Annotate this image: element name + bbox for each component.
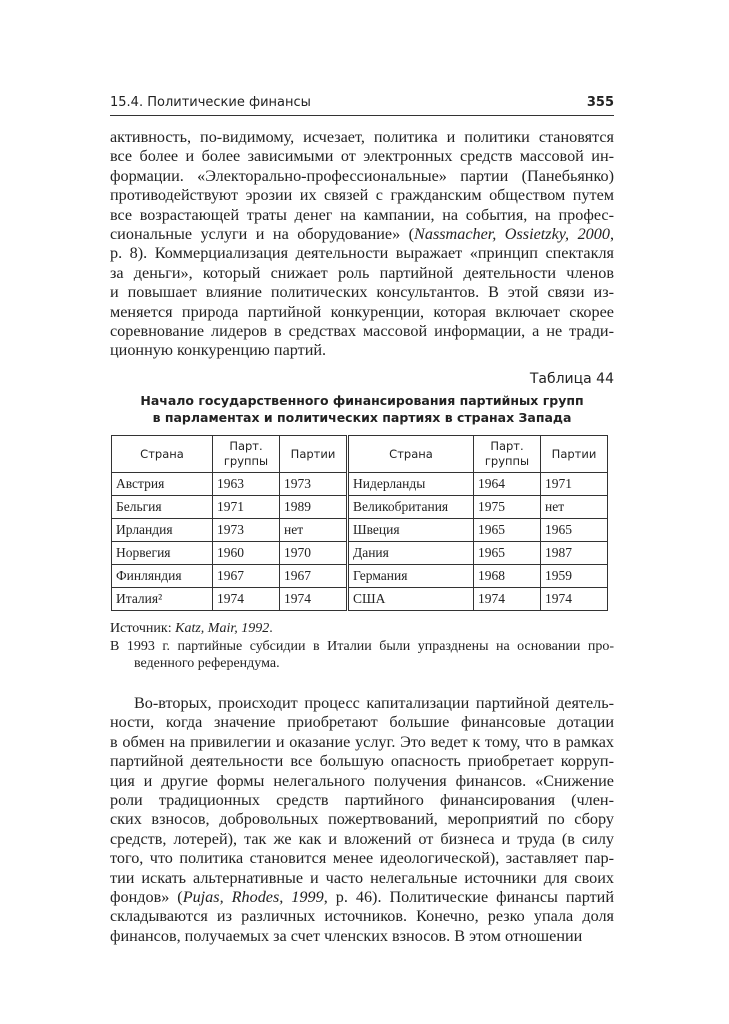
text-line <box>110 849 614 868</box>
text-line <box>110 167 614 186</box>
col-country: Страна <box>348 436 474 473</box>
table-header-row <box>112 436 608 473</box>
source-label: Источник: <box>110 621 176 636</box>
text-segment: тии искать альтернативные и часто нелегальные источники для своих <box>110 868 614 887</box>
groups-year-cell: 1965 <box>474 519 541 542</box>
text-line <box>110 244 614 263</box>
text-line <box>110 147 614 166</box>
text-segment: ция и другие формы нелегального получения финансов. «Снижение <box>110 771 614 790</box>
text-segment: p. 8). Коммерциализация деятельности выражает «принцип спектакля <box>110 244 614 263</box>
groups-year-cell: 1967 <box>213 565 280 588</box>
parties-year-cell: 1974 <box>280 588 348 611</box>
text-line <box>110 264 614 283</box>
groups-year-cell: 1960 <box>213 542 280 565</box>
text-line <box>110 869 614 888</box>
text-segment: финансов, получаемых за счет членских взносов. В этом отношении <box>110 926 583 945</box>
groups-year-cell: 1973 <box>213 519 280 542</box>
country-cell: Финляндия <box>112 565 213 588</box>
text-line <box>110 128 614 147</box>
country-cell: Дания <box>348 542 474 565</box>
parties-year-cell: 1987 <box>541 542 608 565</box>
country-cell: США <box>348 588 474 611</box>
source-ref: Katz, Mair, 1992 <box>175 621 270 636</box>
groups-year-cell: 1971 <box>213 496 280 519</box>
text-segment: складываются из различных источников. Конечно, резко упала доля <box>110 907 614 926</box>
groups-year-cell: 1965 <box>474 542 541 565</box>
table-row <box>112 565 608 588</box>
text-line <box>110 713 614 732</box>
groups-year-cell: 1963 <box>213 473 280 496</box>
col-groups <box>474 436 541 473</box>
text-line <box>110 303 614 322</box>
country-cell: Ирландия <box>112 519 213 542</box>
parties-year-cell: 1965 <box>541 519 608 542</box>
col-groups-line: Парт. <box>229 439 263 453</box>
text-line <box>110 225 614 244</box>
col-parties: Партии <box>280 436 348 473</box>
text-line <box>110 322 614 341</box>
parties-year-cell: 1959 <box>541 565 608 588</box>
parties-year-cell: 1970 <box>280 542 348 565</box>
country-cell: Бельгия <box>112 496 213 519</box>
parties-year-cell: 1973 <box>280 473 348 496</box>
country-cell: Германия <box>348 565 474 588</box>
groups-year-cell: 1975 <box>474 496 541 519</box>
table-title <box>110 392 614 426</box>
text-segment: соревнование лидеров в средствах массовой информации, а не тради- <box>110 321 614 340</box>
country-cell: Швеция <box>348 519 474 542</box>
col-groups-line: Парт. <box>490 439 524 453</box>
text-line <box>110 341 614 360</box>
text-line <box>110 888 614 907</box>
table-row <box>112 588 608 611</box>
running-header <box>110 93 614 116</box>
text-segment: все более и более зависимыми от электронных средств массовой ин- <box>110 147 614 166</box>
text-segment: ности, когда значение приобретают большие финансовые дотации <box>110 713 614 732</box>
text-line <box>110 907 614 926</box>
paragraph-1 <box>110 128 614 361</box>
text-segment: сиональные услуги и на оборудование» ( <box>110 224 415 243</box>
footnote-line: В 1993 г. партийные субсидии в Италии были упразднены на основании про- <box>110 639 614 654</box>
country-cell: Италия² <box>112 588 213 611</box>
parties-year-cell: 1974 <box>541 588 608 611</box>
table-row <box>112 496 608 519</box>
table-row <box>112 519 608 542</box>
text-line <box>110 791 614 810</box>
text-segment: партийной деятельности все большую опасность приобретает корруп- <box>110 752 614 771</box>
col-country: Страна <box>112 436 213 473</box>
text-segment: , <box>609 224 614 243</box>
header-title: 15.4. Политические финансы <box>110 95 311 110</box>
page-number: 355 <box>586 95 614 110</box>
text-line <box>110 927 614 946</box>
text-segment: в обмен на привилегии и оказание услуг. Это ведет к тому, что в рамках <box>110 732 614 751</box>
text-segment: и повышает влияние политических консультантов. В этой связи из- <box>110 283 614 302</box>
paragraph-2 <box>110 694 614 946</box>
text-segment: все возрастающей траты денег на кампании, на события, на профес- <box>110 205 614 224</box>
citation: Pujas, Rhodes, 1999 <box>182 887 324 906</box>
text-line <box>110 752 614 771</box>
text-line <box>110 283 614 302</box>
table-row <box>112 473 608 496</box>
table-row <box>112 542 608 565</box>
text-line <box>110 830 614 849</box>
parties-year-cell: 1971 <box>541 473 608 496</box>
text-line <box>110 206 614 225</box>
col-groups-line: группы <box>484 454 530 468</box>
table-title-line: Начало государственного финансирования партийных групп <box>140 393 584 408</box>
table-title-line: в парламентах и политических партиях в странах Запада <box>152 410 572 425</box>
parties-year-cell: 1967 <box>280 565 348 588</box>
text-segment: того, что политика становится менее идеологической), заставляет пар- <box>110 849 614 868</box>
groups-year-cell: 1968 <box>474 565 541 588</box>
text-segment: фондов» ( <box>110 887 183 906</box>
text-line <box>110 772 614 791</box>
parties-year-cell: нет <box>541 496 608 519</box>
text-segment: , p. 46). Политические финансы партий <box>323 887 614 906</box>
table-footnote <box>110 638 614 672</box>
groups-year-cell: 1974 <box>213 588 280 611</box>
country-cell: Норвегия <box>112 542 213 565</box>
country-cell: Великобритания <box>348 496 474 519</box>
text-segment: противодействуют эрозии их связей с гражданским обществом путем <box>110 186 614 205</box>
text-segment: роли традиционных средств партийного финансирования (член- <box>110 790 614 809</box>
col-groups-line: группы <box>223 454 269 468</box>
text-segment: Во-вторых, происходит процесс капитализации партийной деятель- <box>134 694 614 712</box>
table-label: Таблица 44 <box>529 371 614 387</box>
text-line <box>110 810 614 829</box>
groups-year-cell: 1974 <box>474 588 541 611</box>
funding-table <box>111 435 608 611</box>
text-line <box>110 694 614 713</box>
text-segment: ционную конкуренцию партий. <box>110 341 327 360</box>
col-parties: Партии <box>541 436 608 473</box>
text-segment: ских взносов, добровольных пожертвований, мероприятий по сбору <box>110 810 614 829</box>
country-cell: Австрия <box>112 473 213 496</box>
groups-year-cell: 1964 <box>474 473 541 496</box>
footnote-line: веденного референдума. <box>134 656 280 671</box>
parties-year-cell: 1989 <box>280 496 348 519</box>
table-source: Источник: Katz, Mair, 1992. <box>110 621 273 636</box>
col-groups <box>213 436 280 473</box>
text-line <box>110 733 614 752</box>
text-segment: за деньги», который снижает роль партийной деятельности членов <box>110 263 614 282</box>
citation: Nassmacher, Ossietzky, 2000 <box>414 224 610 243</box>
text-line <box>110 186 614 205</box>
text-segment: активность, по-видимому, исчезает, политика и политики становятся <box>110 128 614 146</box>
country-cell: Нидерланды <box>348 473 474 496</box>
parties-year-cell: нет <box>280 519 348 542</box>
text-segment: средств, лотерей), так же как и вложений от бизнеса и труда (в силу <box>110 829 614 848</box>
text-segment: формации. «Электорально-профессиональные» партии (Панебьянко) <box>110 166 614 185</box>
text-segment: меняется природа партийной конкуренции, которая включает скорее <box>110 302 614 321</box>
